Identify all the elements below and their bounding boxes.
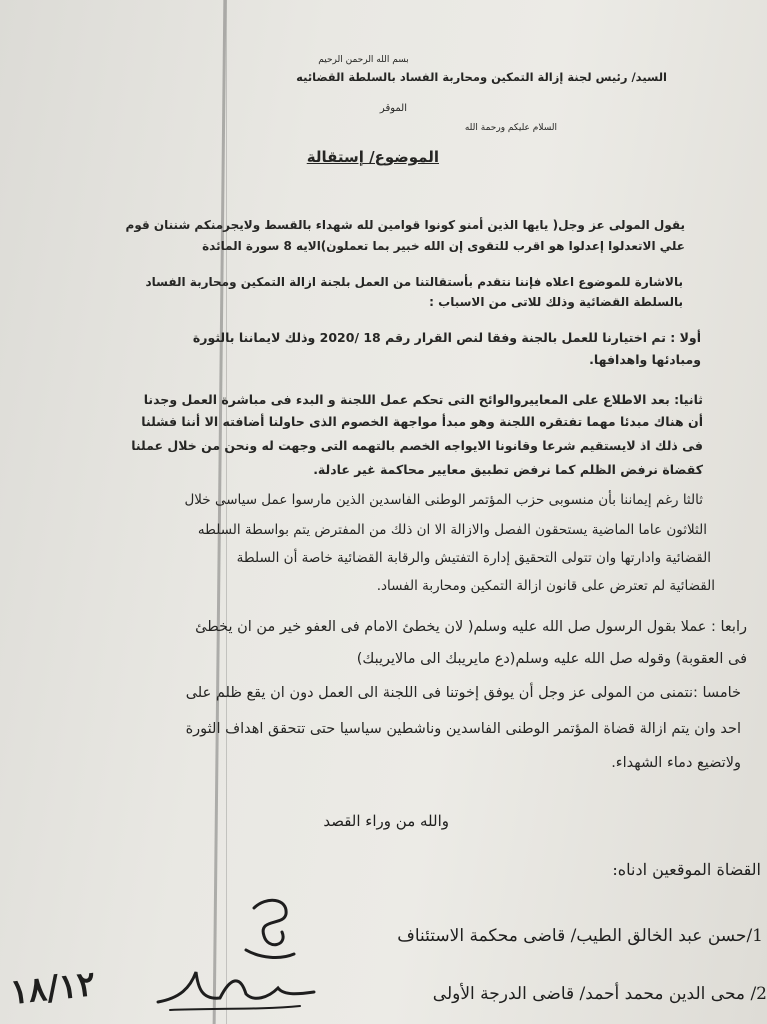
intro-line-1: بالاشارة للموضوع اعلاه فإننا نتقدم بأستقالتنا من العمل بلجنة ازالة التمكين ومحاربة الفساد bbox=[145, 275, 683, 289]
signatory-2: 2/ محى الدين محمد أحمد/ قاضى الدرجة الأولى bbox=[432, 984, 767, 1004]
point-fifth-line-1: خامسا :نتمنى من المولى عز وجل أن يوفق إخوتنا فى اللجنة الى العمل دون ان يقع ظلم على bbox=[185, 685, 741, 701]
point-second-line-4: كقضاة نرفض الظلم كما نرفض تطبيق معايير محاكمة غير عادلة. bbox=[313, 462, 703, 477]
point-third-line-2: الثلاثون عاما الماضية يستحقون الفصل والازالة الا ان ذلك من المفترض يتم بواسطة السلطه bbox=[197, 522, 707, 538]
point-second-line-3: فى ذلك اذ لايستقيم شرعا وقانونا الايواجه الخصم بالتهمه التى وجهت له ونحن من خلال عملنا bbox=[131, 438, 703, 453]
point-first-line-2: ومبادئها واهدافها. bbox=[589, 352, 701, 367]
signatory-1: 1/حسن عبد الخالق الطيب/ قاضى محكمة الاستئناف bbox=[397, 926, 763, 946]
verse-line-1: يقول المولى عز وجل( يايها الذين أمنو كونوا قوامين لله شهداء بالقسط ولايجرمنكم شننان قوم bbox=[125, 218, 685, 232]
point-third-line-4: القضائية لم تعترض على قانون ازالة التمكين ومحاربة الفساد. bbox=[376, 578, 715, 594]
point-first-line-1: أولا : تم اختيارنا للعمل بالجنة وفقا لنص القرار رقم 18 /2020 وذلك لايماننا بالثورة bbox=[192, 330, 701, 345]
basmala: بسم الله الرحمن الرحيم bbox=[318, 55, 409, 65]
addressee: السيد/ رئيس لجنة إزالة التمكين ومحاربة الفساد بالسلطة القضائيه bbox=[296, 70, 667, 84]
point-third-line-1: ثالثا رغم إيماننا بأن منسوبى حزب المؤتمر الوطنى الفاسدين الذين مارسوا عمل سياسى خلال bbox=[184, 492, 703, 508]
closing-phrase: والله من وراء القصد bbox=[323, 812, 449, 830]
honorific: الموقر bbox=[379, 103, 407, 114]
verse-line-2: علي الاتعدلوا إعدلوا هو اقرب للتقوى إن الله خبير بما تعملون)الايه 8 سورة المائدة bbox=[202, 239, 685, 253]
signature-1 bbox=[236, 888, 306, 968]
point-fifth-line-2: احد وان يتم ازالة قضاة المؤتمر الوطنى الفاسدين وناشطين سياسيا حتى تتحقق اهداف الثورة bbox=[185, 721, 741, 737]
margin-date: ١٨/١٢ bbox=[8, 963, 98, 1013]
point-third-line-3: القضائية وادارتها وان تتولى التحقيق إدارة التفتيش والرقابة القضائية خاصة أن السلطة bbox=[236, 550, 711, 566]
subject-heading: الموضوع/ إستقالة bbox=[306, 148, 439, 166]
point-second-line-2: أن هناك مبدئا مهما تفتقره اللجنة وهو مبدأ مواجهة الخصوم الذى حاولنا أضافته الا أننا فشلنا bbox=[141, 414, 703, 429]
signatories-label: القضاة الموقعين ادناه: bbox=[612, 860, 761, 879]
point-second-line-1: ثانيا: بعد الاطلاع على المعاييروالوائح التى تحكم عمل اللجنة و البدء فى مباشرة العمل وجدنا bbox=[143, 392, 703, 407]
point-fourth-line-2: فى العقوبة) وقوله صل الله عليه وسلم(دع مايريبك الى مالايريبك) bbox=[356, 651, 747, 667]
intro-line-2: بالسلطة القضائية وذلك للاتى من الاسباب : bbox=[429, 295, 683, 309]
greeting: السلام عليكم ورحمة الله bbox=[464, 123, 557, 133]
point-fifth-line-3: ولاتضيع دماء الشهداء. bbox=[611, 755, 741, 771]
signature-2 bbox=[150, 958, 320, 1018]
point-fourth-line-1: رابعا : عملا بقول الرسول صل الله عليه وسلم( لان يخطئ الامام فى العفو خير من ان يخطئ bbox=[195, 619, 747, 635]
